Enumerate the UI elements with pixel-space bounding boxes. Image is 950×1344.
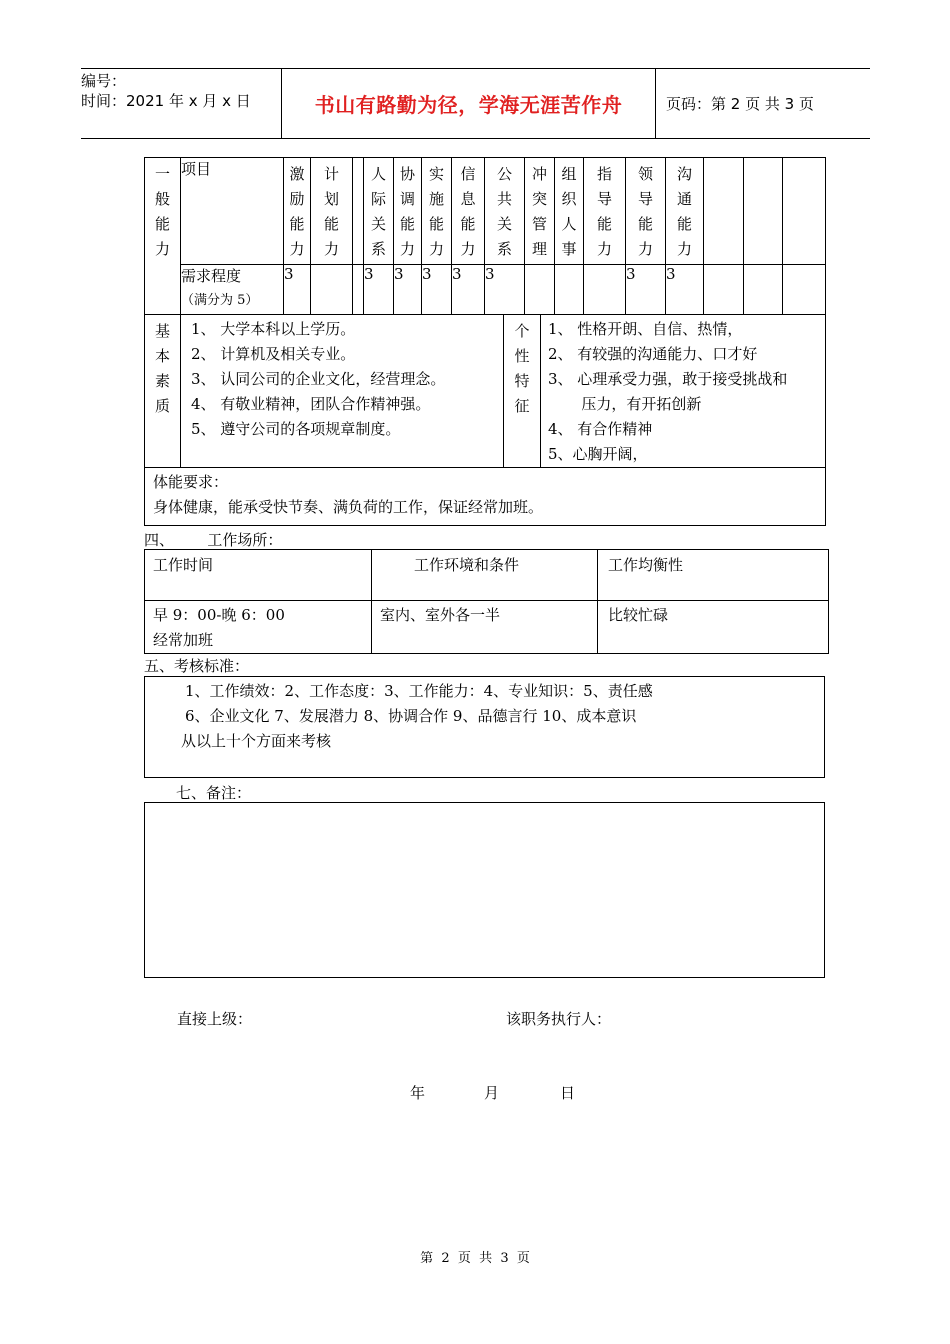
demand-value-1 [311,265,353,315]
ability-col-3 [394,158,422,265]
basic-label-char: 质 [154,397,170,415]
ability-column-char: 施 [428,190,444,208]
ability-column-char: 力 [289,240,305,258]
ability-column-char: 组 [561,165,577,183]
ability-column-char: 理 [531,240,547,258]
work-balance-cell [598,601,829,654]
time-label: 时间：2021 年 x 月 x 日 [81,92,251,110]
remarks-box [144,802,825,978]
ability-col-0 [284,158,311,265]
ability-column-char: 关 [370,215,386,233]
basic-item: 3、 认同公司的企业文化，经营理念。 [191,370,446,388]
ability-column-char: 事 [561,240,577,258]
executor-label: 该职务执行人： [506,1010,612,1028]
ability-column-char: 力 [676,240,692,258]
work-environment-cell [372,601,598,654]
ability-column-char: 能 [323,215,339,233]
ability-column-char: 计 [323,165,339,183]
work-time-overtime: 经常加班 [153,631,214,649]
ability-column-char: 际 [370,190,386,208]
personality-label-char: 个 [514,322,530,340]
basic-label-char: 本 [154,347,170,365]
ability-column-char: 力 [637,240,653,258]
ability-column-char: 人 [561,215,577,233]
workplace-title: 四、 工作场所： [144,531,283,549]
ability-column-char: 冲 [531,165,547,183]
ability-column-char: 能 [637,215,653,233]
demand-value-10: 3 [626,265,666,315]
ability-column-char: 激 [289,165,305,183]
ability-column-char: 公 [496,165,512,183]
ability-column-char: 能 [676,215,692,233]
demand-value-2: 3 [364,265,394,315]
personality-item: 2、 有较强的沟通能力、口才好 [548,345,758,363]
ability-column-char: 力 [596,240,612,258]
ability-col-8 [555,158,584,265]
demand-note: （满分为 5） [181,293,259,308]
page-header [81,68,870,139]
ability-column-char: 导 [637,190,653,208]
assessment-box [144,676,825,778]
ability-column-char: 系 [496,240,512,258]
demand-label: 需求程度 [181,267,242,285]
ability-column-char: 关 [496,215,512,233]
assessment-line: 从以上十个方面来考核 [181,732,332,750]
ability-row-header-char: 能 [154,215,170,233]
ability-column-char: 人 [370,165,386,183]
basic-label-char: 基 [154,322,170,340]
assessment-line: 6、企业文化 7、发展潜力 8、协调合作 9、品德言行 10、成本意识 [185,707,637,725]
ability-column-char: 励 [289,190,305,208]
demand-value-4: 3 [422,265,452,315]
work-time-value: 早 9：00-晚 6：00 [153,606,285,624]
physical-cell [145,468,826,526]
work-time-header: 工作时间 [145,550,372,601]
personality-items-cell [541,315,826,468]
header-left-cell [81,69,282,138]
ability-column-char: 能 [289,215,305,233]
ability-column-char: 能 [428,215,444,233]
ability-table [144,157,826,315]
ability-col-4 [422,158,452,265]
physical-text: 身体健康，能承受快节奏、满负荷的工作，保证经常加班。 [153,498,544,516]
ability-row-header-char: 力 [154,240,170,258]
demand-value-3: 3 [394,265,422,315]
ability-column-char: 系 [370,240,386,258]
personality-label-char: 征 [514,397,530,415]
work-environment-header: 工作环境和条件 [372,550,598,601]
ability-row-header-char: 一 [154,165,170,183]
date-month-label: 月 [484,1084,500,1102]
personality-label-cell [504,315,541,468]
header-motto-cell [282,69,656,138]
basic-item: 4、 有敬业精神，团队合作精神强。 [191,395,431,413]
ability-column-char: 管 [531,215,547,233]
basic-items-cell [181,315,504,468]
ability-col-1 [311,158,353,265]
personality-item: 3、 心理承受力强，敢于接受挑战和 [548,370,788,388]
demand-value-14 [783,265,826,315]
ability-col-10 [626,158,666,265]
ability-column-char: 划 [323,190,339,208]
ability-column-char: 实 [428,165,444,183]
ability-col-2 [364,158,394,265]
ability-col-11 [666,158,704,265]
motto-text: 书山有路勤为径，学海无涯苦作舟 [314,93,623,117]
ability-column-char: 共 [496,190,512,208]
date-day-label: 日 [560,1084,576,1102]
ability-column-char: 力 [460,240,476,258]
work-time-cell [145,601,372,654]
item-label: 项目 [181,158,284,265]
basic-item: 1、 大学本科以上学历。 [191,320,356,338]
work-balance-value: 比较忙碌 [608,606,669,624]
ability-row-header-char: 般 [154,190,170,208]
ability-column-char: 织 [561,190,577,208]
ability-col-spacer [353,158,364,265]
personality-label-char: 特 [514,372,530,390]
assessment-title: 五、考核标准： [144,657,250,675]
ability-column-char: 力 [323,240,339,258]
workplace-table [144,549,829,654]
number-label: 编号： [81,72,127,90]
ability-column-char: 协 [399,165,415,183]
demand-value-0: 3 [284,265,311,315]
ability-column-char: 力 [428,240,444,258]
ability-column-char: 突 [531,190,547,208]
qualities-table [144,314,826,526]
ability-col-13 [744,158,783,265]
remarks-title: 七、备注： [176,784,252,802]
ability-column-char: 能 [399,215,415,233]
demand-value-spacer [353,265,364,315]
supervisor-label: 直接上级： [177,1010,253,1028]
basic-label-cell [145,315,181,468]
demand-value-13 [744,265,783,315]
ability-column-char: 领 [637,165,653,183]
demand-value-5: 3 [452,265,485,315]
demand-value-9 [584,265,626,315]
personality-item: 4、 有合作精神 [548,420,653,438]
demand-cell [181,265,284,315]
demand-value-7 [525,265,555,315]
basic-label-char: 素 [154,372,170,390]
demand-value-12 [704,265,744,315]
ability-column-char: 导 [596,190,612,208]
personality-item: 1、 性格开朗、自信、热情， [548,320,743,338]
demand-value-11: 3 [666,265,704,315]
physical-label: 体能要求： [153,473,229,491]
ability-column-char: 指 [596,165,612,183]
ability-col-9 [584,158,626,265]
ability-col-6 [485,158,525,265]
date-year-label: 年 [410,1084,426,1102]
ability-col-5 [452,158,485,265]
ability-column-char: 沟 [676,165,692,183]
ability-col-14 [783,158,826,265]
work-balance-header: 工作均衡性 [598,550,829,601]
basic-item: 2、 计算机及相关专业。 [191,345,356,363]
demand-value-8 [555,265,584,315]
personality-item: 5、心胸开阔， [548,445,648,463]
ability-column-char: 息 [460,190,476,208]
ability-col-7 [525,158,555,265]
assessment-line: 1、工作绩效：2、工作态度：3、工作能力：4、专业知识：5、责任感 [185,682,653,700]
basic-item: 5、 遵守公司的各项规章制度。 [191,420,401,438]
ability-row-header [145,158,181,315]
page-label: 页码：第 2 页 共 3 页 [666,95,814,113]
work-environment-value: 室内、室外各一半 [380,606,501,624]
personality-item: 压力，有开拓创新 [548,395,702,413]
ability-column-char: 能 [596,215,612,233]
ability-column-char: 通 [676,190,692,208]
header-page-cell [656,69,870,138]
personality-label-char: 性 [514,347,530,365]
demand-value-6: 3 [485,265,525,315]
ability-col-12 [704,158,744,265]
ability-column-char: 能 [460,215,476,233]
ability-column-char: 信 [460,165,476,183]
ability-column-char: 调 [399,190,415,208]
page-footer: 第 2 页 共 3 页 [420,1251,530,1266]
ability-column-char: 力 [399,240,415,258]
